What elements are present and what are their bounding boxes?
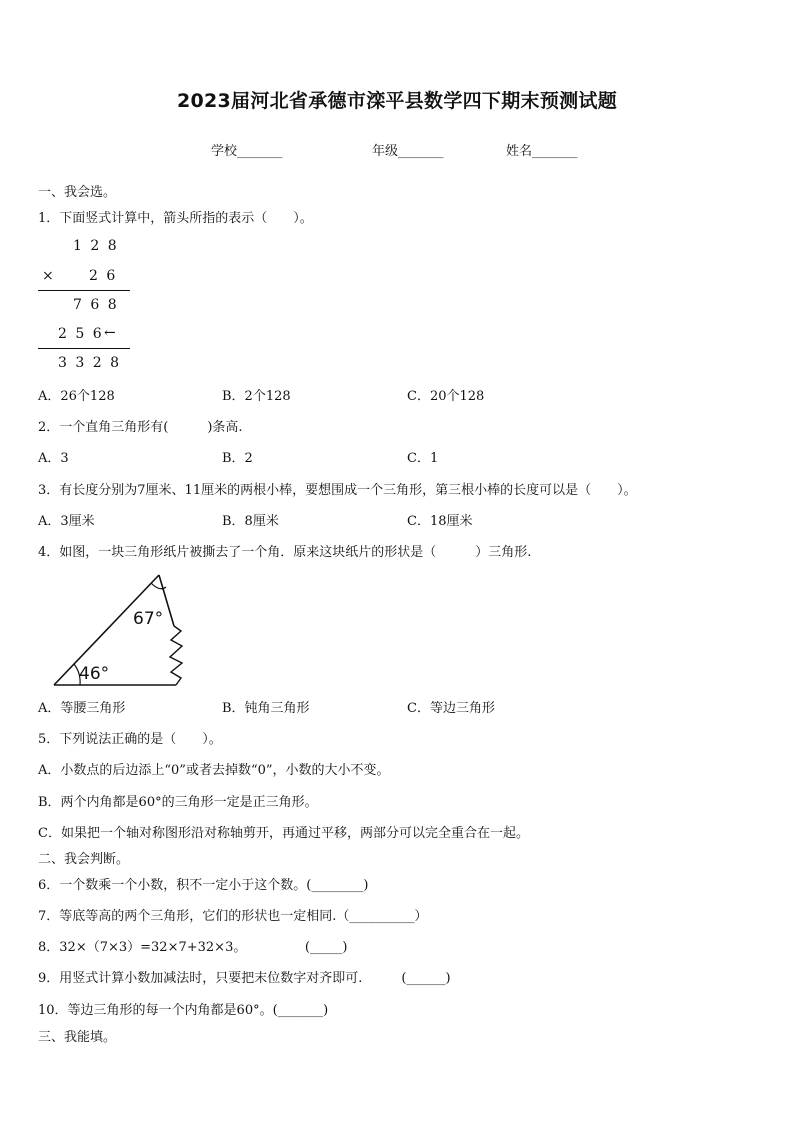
q1-option-b[interactable]: B．2个128 bbox=[222, 389, 291, 404]
q5-option-b[interactable]: B．两个内角都是60°的三角形一定是正三角形。 bbox=[38, 795, 318, 810]
judge-question-9[interactable]: 9．用竖式计算小数加减法时，只要把末位数字对齐即可. (______) bbox=[38, 971, 451, 986]
q1-option-a[interactable]: A．26个128 bbox=[38, 389, 115, 404]
torn-triangle-figure bbox=[48, 568, 188, 690]
torn-edge bbox=[170, 626, 182, 685]
judge-question-10[interactable]: 10．等边三角形的每一个内角都是60°。(_______) bbox=[38, 1003, 329, 1018]
calc-divider-2 bbox=[38, 348, 130, 349]
q4-option-c[interactable]: C．等边三角形 bbox=[407, 701, 495, 716]
question-4-stem: 4．如图，一块三角形纸片被撕去了一个角．原来这块纸片的形状是（ ）三角形. bbox=[38, 545, 532, 560]
q2-option-b[interactable]: B．2 bbox=[222, 451, 253, 466]
left-arrow-icon: ← bbox=[104, 325, 116, 341]
school-field[interactable]: 学校_______ bbox=[211, 144, 283, 159]
calc-line-1: 1 2 8 bbox=[73, 238, 119, 254]
question-1-stem: 1．下面竖式计算中，箭头所指的表示（ ）。 bbox=[38, 211, 313, 226]
angle-label-left: 46° bbox=[79, 664, 110, 684]
q4-option-b[interactable]: B．钝角三角形 bbox=[222, 701, 310, 716]
name-field[interactable]: 姓名_______ bbox=[506, 144, 578, 159]
calc-multiply-sign: × bbox=[42, 268, 56, 284]
q2-option-a[interactable]: A．3 bbox=[38, 451, 69, 466]
calc-line-5: 3 3 2 8 bbox=[58, 355, 121, 371]
judge-question-6[interactable]: 6．一个数乘一个小数，积不一定小于这个数。(________) bbox=[38, 878, 369, 893]
q5-option-a[interactable]: A．小数点的后边添上“0”或者去掉数“0”，小数的大小不变。 bbox=[38, 763, 390, 778]
q3-option-c[interactable]: C．18厘米 bbox=[407, 514, 473, 529]
angle-label-top: 67° bbox=[133, 609, 164, 629]
q3-option-a[interactable]: A．3厘米 bbox=[38, 514, 95, 529]
q1-option-c[interactable]: C．20个128 bbox=[407, 389, 485, 404]
judge-question-7[interactable]: 7．等底等高的两个三角形，它们的形状也一定相同.（__________） bbox=[38, 909, 428, 924]
question-2-stem: 2．一个直角三角形有( )条高. bbox=[38, 420, 243, 435]
question-3-stem: 3．有长度分别为7厘米、11厘米的两根小棒，要想围成一个三角形，第三根小棒的长度可以是（ ）。 bbox=[38, 483, 637, 498]
page-title: 2023届河北省承德市滦平县数学四下期末预测试题 bbox=[176, 90, 618, 112]
calc-line-4: 2 5 6 bbox=[58, 326, 104, 342]
calc-line-3: 7 6 8 bbox=[73, 297, 119, 313]
q5-option-c[interactable]: C．如果把一个轴对称图形沿对称轴剪开，再通过平移，两部分可以完全重合在一起。 bbox=[38, 826, 529, 841]
calc-line-2: 2 6 bbox=[89, 268, 118, 284]
question-5-stem: 5．下列说法正确的是（ ）。 bbox=[38, 732, 222, 747]
section-heading-2: 二、我会判断。 bbox=[38, 852, 130, 867]
q2-option-c[interactable]: C．1 bbox=[407, 451, 439, 466]
judge-question-8[interactable]: 8．32×（7×3）=32×7+32×3。 (_____) bbox=[38, 940, 348, 955]
top-angle-arc bbox=[151, 583, 166, 589]
section-heading-3: 三、我能填。 bbox=[38, 1030, 117, 1045]
grade-field[interactable]: 年级_______ bbox=[372, 144, 444, 159]
q3-option-b[interactable]: B．8厘米 bbox=[222, 514, 279, 529]
section-heading-1: 一、我会选。 bbox=[38, 185, 117, 200]
q4-option-a[interactable]: A．等腰三角形 bbox=[38, 701, 126, 716]
calc-divider-1 bbox=[38, 290, 130, 291]
